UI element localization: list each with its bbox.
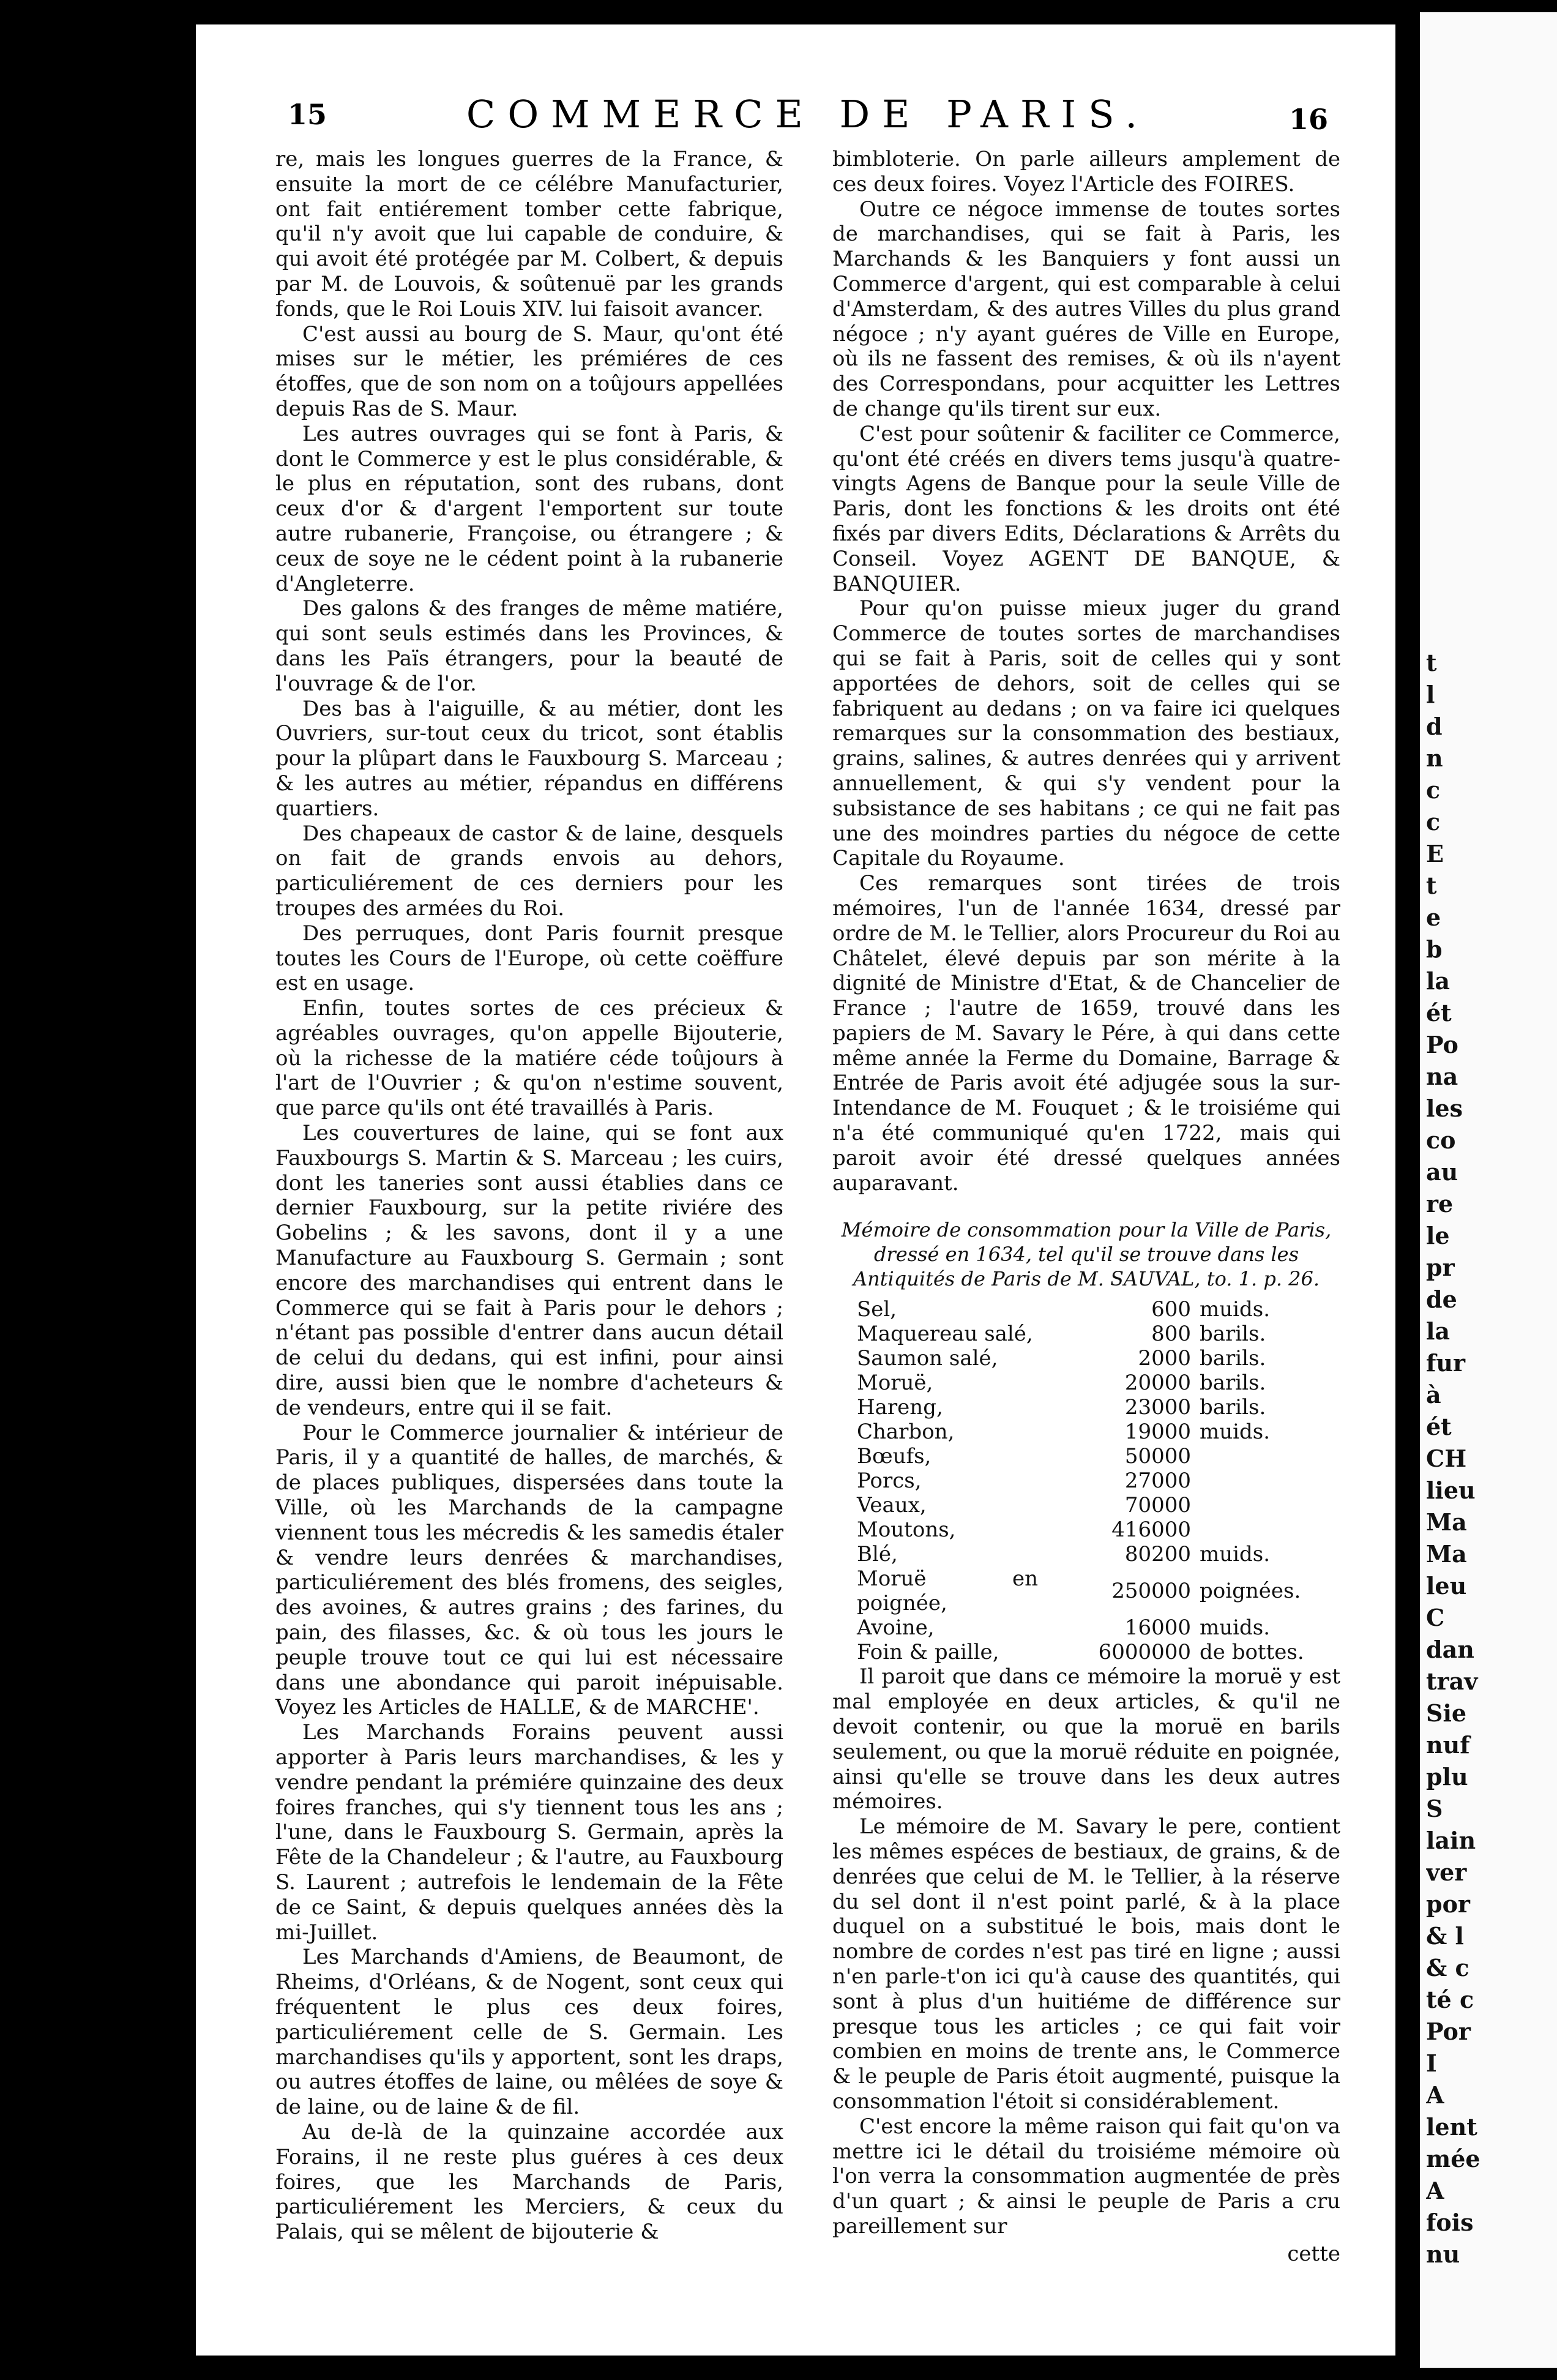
unit: [1191, 1493, 1322, 1517]
item-name: Saumon salé,: [857, 1346, 998, 1371]
unit: muids.: [1200, 1615, 1271, 1641]
unit: poignées.: [1200, 1579, 1301, 1604]
quantity: 600: [1151, 1297, 1191, 1322]
quantity: 16000: [1124, 1615, 1191, 1641]
paragraph: Les couvertures de laine, qui se font aux Fauxbourgs S. Martin & S. Marceau ; les cuirs, dont les taneries sont aussi établies dans ce dernier Fauxbourg, sur la petite riviére des Gobelins ; & les savons, dont il y a une Manufacture au Fauxbourg S. Germain ; sont encore des marchandises qui entrent dans le Commerce qui se fait à Paris pour le dehors ; n'étant pas possible d'entrer dans aucun détail de celui du dedans, qui est infini, pour ainsi dire, aussi bien que le nombre d'acheteurs & de vendeurs, entre qui il se fait.: [275, 1121, 783, 1420]
item-name: Moruë,: [857, 1371, 933, 1396]
edge-fragment: re: [1426, 1190, 1454, 1218]
item-name: Bœufs,: [857, 1444, 932, 1469]
item-name: Porcs,: [857, 1469, 922, 1494]
item-name: Moutons,: [857, 1517, 956, 1543]
edge-fragment: lain: [1426, 1827, 1476, 1854]
quantity: 2000: [1138, 1346, 1191, 1371]
quantity: 19000: [1124, 1420, 1191, 1445]
paragraph: Pour qu'on puisse mieux juger du grand Commerce de toutes sortes de marchandises qui se fait à Paris, soit de celles qui y sont apportées de dehors, soit de celles qui se fabriquent au dedans ; on va faire ici quelques remarques sur la consommation des bestiaux, grains, salines, & autres denrées qui y arrivent annuellement, & qui s'y vendent pour la subsistance de ses habitans ; ce qui ne fait pas une des moindres parties du négoce de cette Capitale du Royaume.: [832, 596, 1340, 871]
quantity: 416000: [1111, 1517, 1191, 1543]
edge-fragment: Ma: [1426, 1540, 1467, 1568]
item-name: Hareng,: [857, 1395, 943, 1420]
edge-fragment: au: [1426, 1158, 1458, 1186]
paragraph: Ces remarques sont tirées de trois mémoires, l'un de l'année 1634, dressé par ordre de M. le Tellier, alors Procureur du Roi au Châtelet, élevé depuis par son mérite à la dignité de Ministre d'Etat, & de Chancelier de France ; l'autre de 1659, trouvé dans les papiers de M. Savary le Pére, à qui dans cette même année la Ferme du Domaine, Barrage & Entrée de Paris avoit été adjugée sous la sur-Intendance de M. Fouquet ; & le troisiéme qui n'a été communiqué qu'en 1722, mais qui paroit avoir été dressé quelques années auparavant.: [832, 871, 1341, 1196]
paragraph: Les Marchands Forains peuvent aussi apporter à Paris leurs marchandises, & les y vendre pendant la prémiére quinzaine des deux foires franches, qui s'y tiennent tous les ans ; l'une, dans le Fauxbourg S. Germain, après la Fête de la Chandeleur ; & l'autre, au Fauxbourg S. Laurent ; autrefois le lendemain de la Fête de ce Saint, & depuis quelques années dès la mi-Juillet.: [275, 1720, 783, 1945]
edge-fragment: Por: [1426, 2018, 1471, 2045]
item-name: Blé,: [857, 1542, 898, 1567]
right-column-intro: [832, 147, 1340, 1196]
running-title: COMMERCE DE PARIS.: [466, 92, 1150, 137]
edge-fragment: t: [1426, 872, 1437, 899]
unit: muids.: [1200, 1542, 1271, 1567]
edge-fragment: & c: [1426, 1954, 1469, 1981]
table-title: Mémoire de consommation pour la Ville de Paris, dressé en 1634, tel qu'il se trouve dans les Antiquités de Paris de M. SAUVAL, to. 1. p. 26.: [841, 1218, 1332, 1291]
edge-fragment: b: [1426, 935, 1443, 963]
edge-fragment: pr: [1426, 1254, 1455, 1281]
table-row: [857, 1542, 1322, 1566]
quantity: 80200: [1124, 1542, 1191, 1567]
edge-fragment: Sie: [1426, 1699, 1467, 1727]
edge-fragment: la: [1426, 967, 1451, 995]
paragraph: C'est encore la même raison qui fait qu'on va mettre ici le détail du troisiéme mémoire où l'on verra la consommation augmentée de près d'un quart ; & ainsi le peuple de Paris a cru pareillement sur: [832, 2114, 1340, 2239]
paragraph: re, mais les longues guerres de la France, & ensuite la mort de ce célébre Manufacturier, ont fait entiérement tomber cette fabrique, qu'il n'y avoit que lui capable de conduire, & qui avoit été protégée par M. Colbert, & depuis par M. de Louvois, & soûtenuë par les grands fonds, que le Roi Louis XIV. lui faisoit avancer.: [275, 147, 783, 321]
edge-fragment: la: [1426, 1317, 1451, 1345]
table-row: [857, 1469, 1322, 1493]
edge-fragment: S: [1426, 1795, 1443, 1822]
paragraph: Pour le Commerce journalier & intérieur de Paris, il y a quantité de halles, de marchés, & de places publiques, dispersées dans toute la Ville, où les Marchands de la campagne viennent tous les mécredis & les samedis étaler & vendre leurs denrées & marchandises, particuliérement des blés fromens, des seigles, des avoines, & autres grains ; des farines, du pain, des filasses, &c. & où tous les jours le peuple trouve tout ce qui lui est nécessaire dans une abondance qui paroit inépuisable. Voyez les Articles de HALLE, & de MARCHE'.: [275, 1420, 783, 1720]
item-name: Maquereau salé,: [857, 1322, 1033, 1347]
edge-fragment: c: [1426, 808, 1441, 836]
paragraph: Il paroit que dans ce mémoire la moruë y est mal employée en deux articles, & qu'il ne devoit contenir, ou que la moruë en barils seulement, ou que la moruë réduite en poignée, ainsi qu'elle se trouve dans les deux autres mémoires.: [832, 1664, 1340, 1814]
page-header: [288, 92, 1328, 141]
item-name: Veaux,: [857, 1493, 927, 1518]
quantity: 70000: [1124, 1493, 1191, 1518]
edge-fragment: té c: [1426, 1986, 1474, 2013]
item-name: Charbon,: [857, 1420, 955, 1445]
paragraph: Des bas à l'aiguille, & au métier, dont les Ouvriers, sur-tout ceux du tricot, sont établis pour la plûpart dans le Fauxbourg S. Marceau ; & les autres au métier, répandus en différens quartiers.: [275, 696, 783, 821]
unit: muids.: [1200, 1297, 1271, 1322]
unit: muids.: [1200, 1420, 1271, 1445]
book-page: [196, 24, 1395, 2356]
paragraph: C'est aussi au bourg de S. Maur, qu'ont été mises sur le métier, les prémiéres de ces étoffes, que de son nom on a toûjours appellées depuis Ras de S. Maur.: [275, 321, 783, 421]
unit: [1191, 1444, 1322, 1469]
edge-fragment: dan: [1426, 1636, 1474, 1663]
edge-fragment: à: [1426, 1381, 1441, 1409]
edge-fragment: n: [1426, 744, 1443, 772]
unit: barils.: [1200, 1371, 1266, 1396]
paragraph: Les Marchands d'Amiens, de Beaumont, de Rheims, d'Orléans, & de Nogent, sont ceux qui fréquentent le plus ces deux foires, particuliérement celle de S. Germain. Les marchandises qu'ils y apportent, sont les draps, ou autres étoffes de laine, ou mêlées de soye & de laine, ou de laine & de fil.: [275, 1945, 783, 2120]
table-row: [857, 1420, 1322, 1444]
edge-fragment: mée: [1426, 2145, 1480, 2172]
item-name: Sel,: [857, 1297, 897, 1322]
edge-fragment: de: [1426, 1285, 1457, 1313]
unit: de bottes.: [1200, 1640, 1304, 1665]
paragraph: Les autres ouvrages qui se font à Paris, & dont le Commerce y est le plus considérable, & le plus en réputation, sont des rubans, dont ceux d'or & d'argent l'emportent sur toute autre rubanerie, Françoise, ou étrangere ; & ceux de soye ne le cédent point à la rubanerie d'Angleterre.: [275, 421, 783, 596]
edge-fragment: lent: [1426, 2113, 1477, 2141]
paragraph: Le mémoire de M. Savary le pere, contient les mêmes espéces de bestiaux, de grains, & de denrées que celui de M. le Tellier, à la réserve du sel dont il n'est point parlé, & à la place duquel on a substitué le bois, mais dont le nombre de cordes n'est pas tiré en ligne ; aussi n'en parle-t'on ici qu'à cause des quantités, qui sont à plus d'un huitiéme de différence sur presque tous les articles ; ce qui fait voir combien en moins de trente ans, le Commerce & le peuple de Paris étoit augmenté, puisque la consommation l'étoit si considérablement.: [832, 1814, 1340, 2114]
paragraph: Des chapeaux de castor & de laine, desquels on fait de grands envois au dehors, particuliérement de ces derniers pour les troupes des armées du Roi.: [275, 821, 783, 921]
edge-fragment: trav: [1426, 1667, 1478, 1695]
paragraph: Des perruques, dont Paris fournit presque toutes les Cours de l'Europe, où cette coëffure est en usage.: [275, 921, 783, 996]
right-page-number: 16: [1288, 103, 1328, 136]
item-name: Moruë en poignée,: [857, 1566, 1038, 1616]
left-page-number: 15: [288, 98, 327, 131]
edge-fragment: l: [1426, 681, 1435, 708]
edge-fragment: Ma: [1426, 1508, 1467, 1536]
unit: barils.: [1200, 1322, 1266, 1347]
edge-fragment: na: [1426, 1063, 1458, 1090]
edge-fragment: E: [1426, 840, 1444, 867]
edge-fragment: ét: [1426, 1413, 1452, 1440]
catchword: cette: [1287, 2241, 1340, 2266]
right-column: [832, 147, 1340, 2267]
edge-fragment: le: [1426, 1222, 1450, 1249]
table-row: [857, 1297, 1322, 1322]
table-row: [857, 1615, 1322, 1640]
unit: barils.: [1200, 1395, 1266, 1420]
left-column: [275, 147, 783, 2245]
edge-fragment: ét: [1426, 999, 1452, 1027]
paragraph: Enfin, toutes sortes de ces précieux & agréables ouvrages, qu'on appelle Bijouterie, où la richesse de la matiére céde toûjours à l'art de l'Ouvrier ; & qu'on n'estime souvent, que parce qu'ils ont été travaillés à Paris.: [275, 996, 783, 1121]
paragraph: bimbloterie. On parle ailleurs amplement de ces deux foires. Voyez l'Article des FOIRES.: [832, 147, 1340, 196]
edge-fragment: A: [1426, 2081, 1444, 2109]
quantity: 6000000: [1098, 1640, 1191, 1665]
table-row: [857, 1444, 1322, 1469]
paragraph: Au de-là de la quinzaine accordée aux Forains, il ne reste plus guéres à ces deux foires, que les Marchands de Paris, particuliérement les Merciers, & ceux du Palais, qui se mêlent de bijouterie &: [275, 2119, 783, 2245]
edge-fragment: lieu: [1426, 1476, 1476, 1504]
edge-fragment: ver: [1426, 1858, 1467, 1886]
table-row: [857, 1493, 1322, 1517]
quantity: 20000: [1124, 1371, 1191, 1396]
edge-fragment: t: [1426, 649, 1437, 676]
paragraph: Des galons & des franges de même matiére, qui sont seuls estimés dans les Provinces, & dans les Païs étrangers, pour la beauté de l'ouvrage & de l'or.: [275, 596, 783, 696]
item-name: Foin & paille,: [857, 1640, 999, 1665]
edge-fragment: A: [1426, 2177, 1444, 2204]
table-row: [857, 1640, 1322, 1664]
edge-fragment: co: [1426, 1126, 1456, 1154]
edge-fragment: CH: [1426, 1445, 1467, 1472]
edge-fragment: por: [1426, 1890, 1470, 1918]
quantity: 27000: [1124, 1469, 1191, 1494]
adjacent-page-edge: [1420, 12, 1557, 2368]
edge-fragment: & l: [1426, 1922, 1464, 1950]
edge-fragment: nu: [1426, 2240, 1460, 2268]
right-column-conclusion: [832, 1664, 1340, 2239]
edge-fragment: I: [1426, 2049, 1437, 2077]
edge-fragment: plu: [1426, 1763, 1468, 1791]
edge-fragment: C: [1426, 1604, 1445, 1631]
scan-border-left: [0, 0, 196, 2380]
edge-fragment: Po: [1426, 1031, 1458, 1058]
quantity: 800: [1151, 1322, 1191, 1347]
item-name: Avoine,: [857, 1615, 935, 1641]
paragraph: C'est pour soûtenir & faciliter ce Commerce, qu'ont été créés en divers tems jusqu'à quatre-vingts Agens de Banque pour la seule Ville de Paris, dont les fonctions & les droits ont été fixés par divers Edits, Déclarations & Arrêts du Conseil. Voyez AGENT DE BANQUE, & BANQUIER.: [832, 421, 1340, 596]
quantity: 250000: [1111, 1579, 1191, 1604]
quantity: 50000: [1124, 1444, 1191, 1469]
consumption-table: [857, 1297, 1322, 1664]
table-row: [857, 1346, 1322, 1371]
unit: barils.: [1200, 1346, 1266, 1371]
table-row: [857, 1517, 1322, 1542]
edge-fragment: d: [1426, 713, 1443, 740]
edge-fragment: leu: [1426, 1572, 1467, 1600]
table-row: [857, 1322, 1322, 1346]
edge-fragment: fois: [1426, 2209, 1474, 2236]
edge-fragment: nuf: [1426, 1731, 1470, 1759]
table-row: [857, 1566, 1322, 1615]
paragraph: Outre ce négoce immense de toutes sortes de marchandises, qui se fait à Paris, les Marchands & les Banquiers y font aussi un Commerce d'argent, qui est comparable à celui d'Amsterdam, & des autres Villes du plus grand négoce ; n'y ayant guéres de Ville en Europe, où ils ne fassent des remises, & où ils n'ayent des Correspondans, pour acquitter les Lettres de change qu'ils tirent sur eux.: [832, 196, 1340, 421]
edge-fragment: c: [1426, 776, 1441, 804]
unit: [1191, 1469, 1322, 1493]
table-row: [857, 1395, 1322, 1420]
unit: [1191, 1517, 1322, 1542]
edge-fragment: e: [1426, 904, 1441, 931]
edge-fragment: fur: [1426, 1349, 1465, 1377]
edge-fragment: les: [1426, 1095, 1463, 1122]
table-row: [857, 1371, 1322, 1395]
quantity: 23000: [1124, 1395, 1191, 1420]
